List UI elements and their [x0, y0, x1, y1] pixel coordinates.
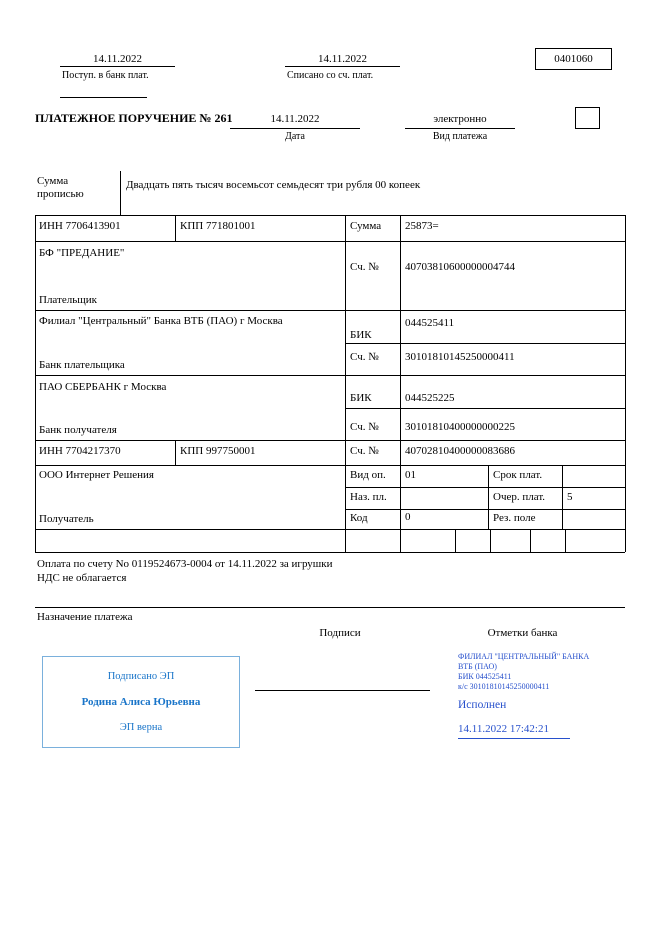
- received-date-underline: [60, 66, 175, 67]
- purpose-line1: Оплата по счету No 0119524673-0004 от 14.11.2022 за игрушки: [37, 558, 333, 570]
- purpose-underline: [35, 607, 625, 608]
- bank-stamp-branch-line2: ВТБ (ПАО): [458, 662, 497, 671]
- document-date: 14.11.2022: [270, 113, 320, 125]
- table-border-line: [35, 552, 625, 553]
- op-type-value: 01: [405, 469, 416, 481]
- table-border-line: [488, 465, 489, 529]
- table-border-line: [530, 529, 531, 552]
- sum-value: 25873=: [405, 220, 439, 232]
- ep-valid-label: ЭП верна: [119, 722, 163, 733]
- field-line: [60, 97, 147, 98]
- table-border-line: [345, 215, 346, 552]
- table-border-line: [562, 465, 563, 529]
- beneficiary-inn: ИНН 7704217370: [39, 445, 121, 457]
- priority-value: 5: [567, 491, 573, 503]
- beneficiary-name: ООО Интернет Решения: [39, 469, 154, 481]
- beneficiary-bank-account: 30101810400000000225: [405, 421, 515, 433]
- beneficiary-label: Получатель: [39, 513, 94, 525]
- beneficiary-bank-account-label: Сч. №: [350, 421, 379, 433]
- document-title: ПЛАТЕЖНОЕ ПОРУЧЕНИЕ № 261: [35, 111, 233, 125]
- due-date-label: Срок плат.: [493, 469, 543, 481]
- bank-stamp-corr-account: к/с 30101810145250000411: [458, 682, 550, 691]
- document-date-label: Дата: [285, 131, 305, 142]
- table-border-line: [35, 529, 625, 530]
- debited-date-underline: [285, 66, 400, 67]
- table-border-line: [455, 529, 456, 552]
- payment-type-underline: [405, 128, 515, 129]
- signature-line: [255, 690, 430, 691]
- payer-account: 40703810600000004744: [405, 261, 515, 273]
- table-border-line: [35, 215, 36, 552]
- payer-label: Плательщик: [39, 294, 97, 306]
- payer-inn: ИНН 7706413901: [39, 220, 121, 232]
- table-border-line: [625, 215, 626, 552]
- payment-type-label: Вид платежа: [432, 131, 488, 142]
- bank-stamp-branch-line1: ФИЛИАЛ "ЦЕНТРАЛЬНЫЙ" БАНКА: [458, 652, 590, 661]
- table-border-line: [35, 241, 625, 242]
- bank-execution-stamp: [458, 652, 628, 739]
- payment-type-value: электронно: [433, 113, 487, 125]
- amount-words-divider: [120, 171, 121, 215]
- beneficiary-account-label: Сч. №: [350, 445, 379, 457]
- payer-kpp: КПП 771801001: [180, 220, 256, 232]
- signatures-label: Подписи: [319, 627, 361, 639]
- payer-bank-account: 30101810145250000411: [405, 351, 515, 363]
- purpose-code-label: Наз. пл.: [350, 491, 387, 503]
- bank-stamp-status: Исполнен: [458, 699, 507, 711]
- table-border-line: [345, 343, 625, 344]
- sum-label: Сумма: [350, 220, 382, 232]
- payer-bank-bik: 044525411: [405, 317, 455, 329]
- received-date: 14.11.2022: [92, 53, 143, 65]
- document-date-underline: [230, 128, 360, 129]
- ep-signer-name: Родина Алиса Юрьевна: [81, 696, 201, 708]
- amount-words-label-line2: прописью: [37, 188, 84, 200]
- bank-stamp-datetime: 14.11.2022 17:42:21: [458, 723, 549, 735]
- beneficiary-bank-bik-label: БИК: [350, 392, 372, 404]
- payer-bank-bik-label: БИК: [350, 329, 372, 341]
- table-border-line: [35, 310, 625, 311]
- form-code: 0401060: [554, 53, 593, 65]
- code-label: Код: [350, 512, 368, 524]
- table-border-line: [175, 440, 176, 465]
- table-border-line: [565, 529, 566, 552]
- debited-date-label: Списано со сч. плат.: [287, 70, 374, 81]
- table-border-line: [400, 215, 401, 552]
- ep-signed-label: Подписано ЭП: [107, 671, 175, 682]
- table-border-line: [490, 529, 491, 552]
- form-code-box: [535, 48, 612, 70]
- reserve-field-label: Рез. поле: [493, 512, 536, 524]
- beneficiary-account: 40702810400000083686: [405, 445, 515, 457]
- bank-stamp-bik: БИК 044525411: [458, 672, 512, 681]
- table-border-line: [345, 509, 625, 510]
- code-value: 0: [405, 511, 411, 523]
- table-border-line: [345, 487, 625, 488]
- payer-bank-name: Филиал "Центральный" Банка ВТБ (ПАО) г Москва: [39, 315, 283, 327]
- payer-account-label: Сч. №: [350, 261, 379, 273]
- purpose-label: Назначение платежа: [37, 611, 133, 623]
- table-border-line: [35, 465, 625, 466]
- payer-bank-label: Банк плательщика: [39, 359, 125, 371]
- table-border-line: [175, 215, 176, 241]
- beneficiary-kpp: КПП 997750001: [180, 445, 256, 457]
- purpose-line2: НДС не облагается: [37, 572, 127, 584]
- table-border-line: [35, 215, 625, 216]
- table-border-line: [345, 408, 625, 409]
- priority-label: Очер. плат.: [493, 491, 546, 503]
- amount-words-value: Двадцать пять тысяч восемьсот семьдесят три рубля 00 копеек: [126, 179, 421, 191]
- amount-words-label-line1: Сумма: [37, 175, 69, 187]
- bank-marks-label: Отметки банка: [487, 627, 558, 639]
- digital-signature-stamp: [42, 656, 240, 748]
- bank-stamp-underline: [458, 738, 570, 739]
- payer-bank-account-label: Сч. №: [350, 351, 379, 363]
- table-border-line: [35, 440, 625, 441]
- payer-name: БФ "ПРЕДАНИЕ": [39, 247, 125, 259]
- beneficiary-bank-label: Банк получателя: [39, 424, 117, 436]
- status-box: [575, 107, 600, 129]
- beneficiary-bank-bik: 044525225: [405, 392, 455, 404]
- received-date-label: Поступ. в банк плат.: [62, 70, 149, 81]
- debited-date: 14.11.2022: [317, 53, 368, 65]
- table-border-line: [35, 375, 625, 376]
- beneficiary-bank-name: ПАО СБЕРБАНК г Москва: [39, 381, 167, 393]
- op-type-label: Вид оп.: [350, 469, 386, 481]
